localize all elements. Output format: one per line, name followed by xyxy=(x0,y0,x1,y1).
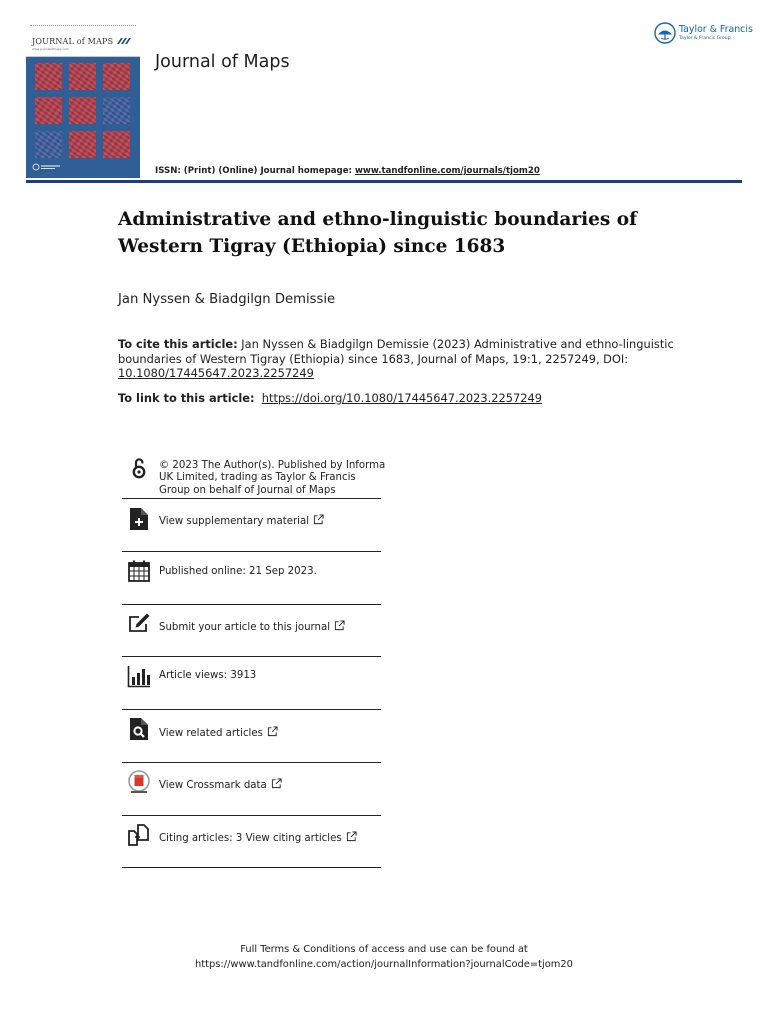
license-line-3: Group on behalf of Journal of Maps xyxy=(159,484,336,496)
published-label: Published online: 21 Sep 2023. xyxy=(159,566,317,577)
related-row[interactable] xyxy=(122,710,381,762)
cover-map-tile xyxy=(35,63,62,90)
article-link-line xyxy=(118,391,678,405)
cover-map-tile xyxy=(103,63,130,90)
article-authors: Jan Nyssen & Biadgilgn Demissie xyxy=(118,292,336,307)
cover-map-tile xyxy=(69,63,96,90)
submit-row[interactable] xyxy=(122,605,381,656)
cover-title: JOURNAL of MAPS xyxy=(32,37,114,46)
article-title-line-1: Administrative and ethno-linguistic boundaries of xyxy=(118,209,638,230)
publisher-logo-icon xyxy=(654,22,676,44)
bar-chart-icon xyxy=(127,664,151,688)
link-label: To link to this article: xyxy=(118,391,255,405)
file-plus-icon xyxy=(127,507,151,531)
cover-header xyxy=(26,22,140,57)
related-label: View related articles xyxy=(159,728,263,739)
issn-text: ISSN: (Print) (Online) Journal homepage: xyxy=(155,166,355,176)
journal-cover xyxy=(26,22,140,178)
external-link-icon xyxy=(313,514,324,525)
crossmark-label: View Crossmark data xyxy=(159,780,267,791)
citation-text: Jan Nyssen & Biadgilgn Demissie (2023) Administrative and ethno-linguistic boundaries of Western Tigray (Ethiopia) since 1683, Journal of Maps, 19:1, 2257249, DOI: xyxy=(118,337,674,366)
terms-link[interactable]: https://www.tandfonline.com/action/journalInformation?journalCode=tjom20 xyxy=(195,959,573,970)
terms-footer xyxy=(150,942,618,972)
article-title xyxy=(118,206,678,260)
cover-subtitle: www.journalofmaps.com xyxy=(32,47,69,51)
citing-icon xyxy=(127,823,151,847)
journal-name: Journal of Maps xyxy=(155,52,290,72)
supplementary-label: View supplementary material xyxy=(159,516,310,527)
cover-map-tile xyxy=(35,97,62,124)
article-title-line-2: Western Tigray (Ethiopia) since 1683 xyxy=(118,236,506,257)
external-link-icon xyxy=(267,726,278,737)
citing-row[interactable] xyxy=(122,816,381,867)
citation-block xyxy=(118,337,678,381)
search-document-icon xyxy=(127,717,151,741)
license-line-1: © 2023 The Author(s). Published by Informa xyxy=(159,460,386,471)
views-label: Article views: 3913 xyxy=(159,670,257,681)
cover-footer-mark xyxy=(32,163,62,171)
publisher-logo[interactable] xyxy=(654,22,753,46)
submit-label: Submit your article to this journal xyxy=(159,622,331,633)
crossmark-icon xyxy=(127,770,151,794)
cover-publisher-logo xyxy=(117,38,131,44)
license-row xyxy=(122,452,386,498)
citation-doi-link[interactable]: 10.1080/17445647.2023.2257249 xyxy=(118,366,314,380)
header-rule xyxy=(26,180,742,183)
publisher-name: Taylor & Francis xyxy=(679,24,753,35)
journal-homepage-link[interactable]: www.tandfonline.com/journals/tjom20 xyxy=(354,166,540,176)
calendar-icon xyxy=(127,559,151,583)
supplementary-row[interactable] xyxy=(122,499,381,551)
article-doi-link[interactable]: https://doi.org/10.1080/17445647.2023.2257249 xyxy=(261,391,543,405)
cover-map-tile xyxy=(69,131,96,158)
edit-icon xyxy=(127,611,151,635)
cover-map-tile xyxy=(103,131,130,158)
terms-line-1: Full Terms & Conditions of access and use can be found at xyxy=(240,944,528,955)
cover-map-tile xyxy=(69,97,96,124)
citing-label: Citing articles: 3 View citing articles xyxy=(159,833,342,844)
crossmark-row[interactable] xyxy=(122,763,381,815)
license-line-2: UK Limited, trading as Taylor & Francis xyxy=(159,472,356,484)
open-access-icon xyxy=(127,456,151,480)
views-row xyxy=(122,657,381,709)
publisher-group: Taylor & Francis Group xyxy=(679,36,731,41)
cover-map-tile xyxy=(103,97,130,124)
external-link-icon xyxy=(271,778,282,789)
external-link-icon xyxy=(346,831,357,842)
cover-map-tile xyxy=(35,131,62,158)
citation-label: To cite this article: xyxy=(118,337,238,351)
published-row xyxy=(122,552,381,604)
issn-line xyxy=(155,166,540,176)
external-link-icon xyxy=(334,620,345,631)
